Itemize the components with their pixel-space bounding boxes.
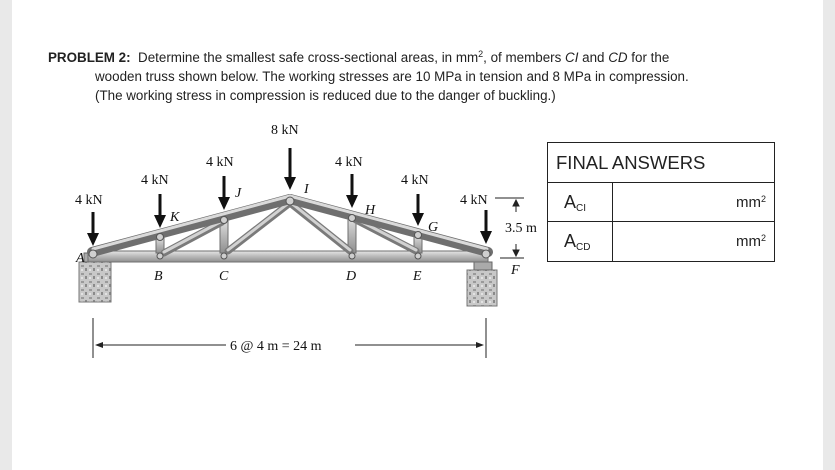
answer-unit: mm <box>735 194 761 211</box>
problem-text-1b: , of members <box>483 50 566 65</box>
load-label-top: 8 kN <box>271 123 299 138</box>
answer-unit-sup: 2 <box>760 233 766 243</box>
joint-f <box>482 250 490 258</box>
joint-label-b: B <box>154 269 163 284</box>
bottom-chord <box>88 251 488 262</box>
problem-line-2: wooden truss shown below. The working stresses are 10 MPa in tension and 8 MPa in compression. <box>95 69 689 84</box>
member-ci: CI <box>565 50 579 65</box>
joint-a <box>89 250 97 258</box>
support-right <box>467 262 497 306</box>
load-arrow-f <box>480 210 492 244</box>
joint-label-d: D <box>346 269 357 284</box>
joint-k <box>157 234 164 241</box>
final-answers-title: FINAL ANSWERS <box>548 143 774 183</box>
joint-label-k: K <box>170 210 180 225</box>
load-arrow-i <box>284 148 296 190</box>
joint-label-i: I <box>304 182 309 197</box>
answer-symbol-subscript: CD <box>576 242 591 253</box>
answer-row-aci <box>548 183 774 222</box>
answer-input-aci[interactable] <box>613 183 774 221</box>
joint-i <box>286 197 294 205</box>
load-arrow-j <box>218 176 230 210</box>
answer-row-acd <box>548 222 774 261</box>
problem-label: PROBLEM 2: <box>48 50 131 65</box>
load-arrow-g <box>412 194 424 226</box>
member-cd: CD <box>608 50 628 65</box>
problem-text-sup: 2 <box>478 49 484 59</box>
load-arrow-k <box>154 194 166 228</box>
load-arrow-a <box>87 212 99 246</box>
load-label-a: 4 kN <box>75 193 103 208</box>
answer-input-acd[interactable] <box>613 222 774 261</box>
answer-symbol-letter: A <box>564 192 577 212</box>
joint-label-a: A <box>76 251 85 266</box>
problem-text-1d: for the <box>627 50 670 65</box>
problem-text-1c: and <box>578 50 609 65</box>
load-label-k: 4 kN <box>141 173 169 188</box>
truss-diagonals <box>164 203 416 253</box>
answer-symbol-subscript: CI <box>576 203 587 214</box>
joint-e <box>415 253 421 259</box>
answer-symbol-aci <box>548 183 613 221</box>
joint-label-g: G <box>428 220 439 235</box>
joint-j <box>221 217 228 224</box>
load-label-g: 4 kN <box>401 173 429 188</box>
joint-h <box>349 215 356 222</box>
answer-symbol-letter: A <box>564 231 577 251</box>
joint-c <box>221 253 227 259</box>
problem-line-3: (The working stress in compression is reduced due to the danger of buckling.) <box>95 88 556 103</box>
joint-b <box>157 253 163 259</box>
load-label-f: 4 kN <box>460 193 488 208</box>
answer-symbol-acd <box>548 222 613 261</box>
joint-g <box>415 232 422 239</box>
joint-label-c: C <box>219 269 229 284</box>
load-arrow-h <box>346 174 358 208</box>
answer-unit: mm <box>735 233 761 250</box>
final-answers-table <box>547 142 775 262</box>
joint-d <box>349 253 355 259</box>
height-label: 3.5 m <box>505 221 537 236</box>
load-label-h: 4 kN <box>335 155 363 170</box>
joint-label-j: J <box>235 186 242 201</box>
joint-label-h: H <box>365 203 376 218</box>
problem-text-1a: Determine the smallest safe cross-sectional areas, in mm <box>138 50 479 65</box>
joint-label-f: F <box>511 263 520 278</box>
joint-label-e: E <box>413 269 422 284</box>
span-label: 6 @ 4 m = 24 m <box>230 339 322 354</box>
answer-unit-sup: 2 <box>760 194 766 204</box>
load-label-j: 4 kN <box>206 155 234 170</box>
